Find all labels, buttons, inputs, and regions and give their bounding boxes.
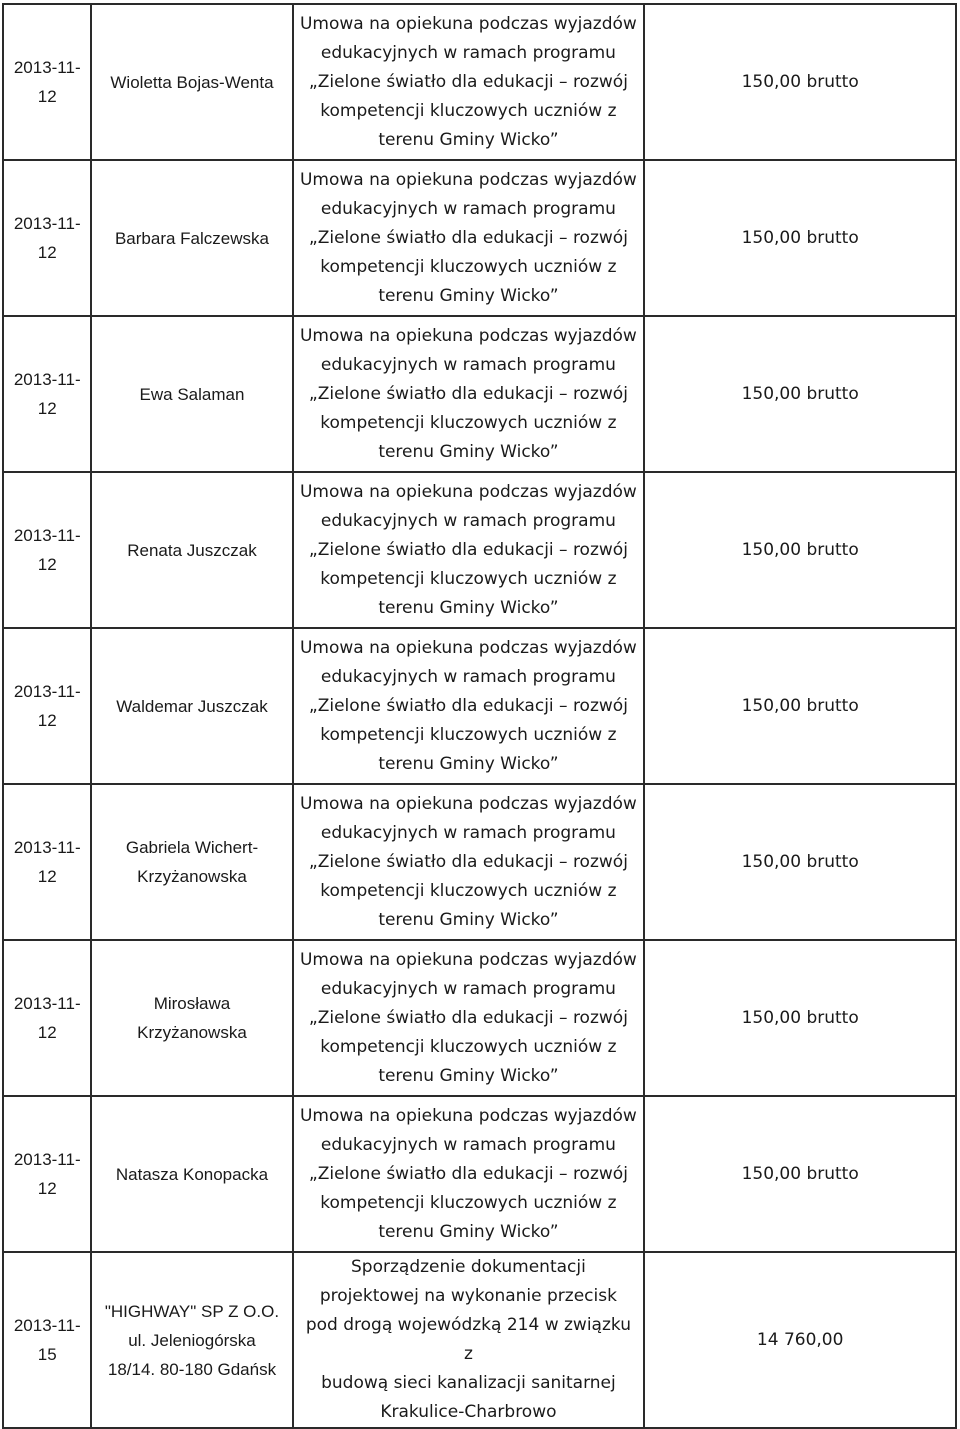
contractor-name-cell: Wioletta Bojas-Wenta bbox=[91, 4, 292, 160]
amount-cell: 150,00 brutto bbox=[644, 940, 956, 1096]
description-line: Umowa na opiekuna podczas wyjazdów bbox=[299, 793, 637, 814]
description-line: „Zielone światło dla edukacji – rozwój bbox=[308, 383, 628, 404]
description-line: terenu Gminy Wicko” bbox=[378, 909, 559, 930]
description-line: terenu Gminy Wicko” bbox=[378, 285, 559, 306]
table-row bbox=[3, 628, 956, 784]
contractor-name-cell: Ewa Salaman bbox=[91, 316, 292, 472]
description-cell bbox=[293, 940, 645, 1096]
table-row bbox=[3, 1252, 956, 1428]
contractor-name-cell bbox=[91, 1252, 292, 1428]
table-row bbox=[3, 1096, 956, 1252]
description-line: edukacyjnych w ramach programu bbox=[320, 822, 616, 843]
contractor-name-cell: Natasza Konopacka bbox=[91, 1096, 292, 1252]
description-line: Krakulice-Charbrowo bbox=[380, 1402, 557, 1422]
description-line: kompetencji kluczowych uczniów z bbox=[320, 412, 617, 433]
date-cell: 2013-11-15 bbox=[3, 1252, 91, 1428]
amount-cell: 150,00 brutto bbox=[644, 316, 956, 472]
description-cell bbox=[293, 1252, 645, 1428]
description-line: Umowa na opiekuna podczas wyjazdów bbox=[299, 169, 637, 190]
description-cell bbox=[293, 628, 645, 784]
description-line: terenu Gminy Wicko” bbox=[378, 753, 559, 774]
date-cell: 2013-11-12 bbox=[3, 472, 91, 628]
contractor-name-cell: Renata Juszczak bbox=[91, 472, 292, 628]
description-line: kompetencji kluczowych uczniów z bbox=[320, 100, 617, 121]
description-cell bbox=[293, 472, 645, 628]
description-line: „Zielone światło dla edukacji – rozwój bbox=[308, 539, 628, 560]
date-cell: 2013-11-12 bbox=[3, 784, 91, 940]
contractor-name-cell: Mirosława Krzyżanowska bbox=[91, 940, 292, 1096]
date-cell: 2013-11-12 bbox=[3, 316, 91, 472]
description-line: „Zielone światło dla edukacji – rozwój bbox=[308, 227, 628, 248]
date-cell: 2013-11-12 bbox=[3, 1096, 91, 1252]
contractor-name-line: "HIGHWAY" SP Z O.O. bbox=[104, 1301, 280, 1321]
description-line: „Zielone światło dla edukacji – rozwój bbox=[308, 1163, 628, 1184]
description-line: pod drogą wojewódzką 214 w związku z bbox=[305, 1315, 631, 1364]
description-cell bbox=[293, 784, 645, 940]
description-cell bbox=[293, 1096, 645, 1252]
description-line: Umowa na opiekuna podczas wyjazdów bbox=[299, 949, 637, 970]
description-line: edukacyjnych w ramach programu bbox=[320, 666, 616, 687]
description-line: terenu Gminy Wicko” bbox=[378, 129, 559, 150]
date-cell: 2013-11-12 bbox=[3, 628, 91, 784]
description-line: kompetencji kluczowych uczniów z bbox=[320, 568, 617, 589]
description-line: Umowa na opiekuna podczas wyjazdów bbox=[299, 481, 637, 502]
table-row bbox=[3, 160, 956, 316]
description-line: edukacyjnych w ramach programu bbox=[320, 510, 616, 531]
amount-cell: 14 760,00 bbox=[644, 1252, 956, 1428]
contractor-name-cell: Barbara Falczewska bbox=[91, 160, 292, 316]
description-line: terenu Gminy Wicko” bbox=[378, 1065, 559, 1086]
description-line: Umowa na opiekuna podczas wyjazdów bbox=[299, 1105, 637, 1126]
contracts-table bbox=[2, 3, 957, 1429]
contractor-name-cell: Gabriela Wichert-Krzyżanowska bbox=[91, 784, 292, 940]
description-line: terenu Gminy Wicko” bbox=[378, 597, 559, 618]
description-line: Sporządzenie dokumentacji bbox=[351, 1257, 586, 1277]
description-line: kompetencji kluczowych uczniów z bbox=[320, 1192, 617, 1213]
date-cell: 2013-11-12 bbox=[3, 940, 91, 1096]
amount-cell: 150,00 brutto bbox=[644, 472, 956, 628]
description-line: kompetencji kluczowych uczniów z bbox=[320, 880, 617, 901]
description-line: projektowej na wykonanie przecisk bbox=[319, 1286, 617, 1306]
amount-cell: 150,00 brutto bbox=[644, 160, 956, 316]
description-line: budową sieci kanalizacji sanitarnej bbox=[321, 1373, 616, 1393]
description-line: edukacyjnych w ramach programu bbox=[320, 42, 616, 63]
description-line: edukacyjnych w ramach programu bbox=[320, 1134, 616, 1155]
contractor-name-cell: Waldemar Juszczak bbox=[91, 628, 292, 784]
description-line: „Zielone światło dla edukacji – rozwój bbox=[308, 71, 628, 92]
description-line: edukacyjnych w ramach programu bbox=[320, 198, 616, 219]
description-cell bbox=[293, 4, 645, 160]
description-line: terenu Gminy Wicko” bbox=[378, 1221, 559, 1242]
description-line: kompetencji kluczowych uczniów z bbox=[320, 1036, 617, 1057]
table-row bbox=[3, 316, 956, 472]
description-line: kompetencji kluczowych uczniów z bbox=[320, 256, 617, 277]
description-line: „Zielone światło dla edukacji – rozwój bbox=[308, 851, 628, 872]
amount-cell: 150,00 brutto bbox=[644, 4, 956, 160]
description-line: „Zielone światło dla edukacji – rozwój bbox=[308, 695, 628, 716]
description-cell bbox=[293, 316, 645, 472]
date-cell: 2013-11-12 bbox=[3, 160, 91, 316]
table-row bbox=[3, 4, 956, 160]
table-row bbox=[3, 940, 956, 1096]
description-line: Umowa na opiekuna podczas wyjazdów bbox=[299, 325, 637, 346]
date-cell: 2013-11-12 bbox=[3, 4, 91, 160]
description-line: Umowa na opiekuna podczas wyjazdów bbox=[299, 637, 637, 658]
description-line: „Zielone światło dla edukacji – rozwój bbox=[308, 1007, 628, 1028]
contractor-address-line: 18/14. 80-180 Gdańsk bbox=[107, 1359, 277, 1379]
table-row bbox=[3, 472, 956, 628]
description-cell bbox=[293, 160, 645, 316]
description-line: terenu Gminy Wicko” bbox=[378, 441, 559, 462]
amount-cell: 150,00 brutto bbox=[644, 628, 956, 784]
description-line: edukacyjnych w ramach programu bbox=[320, 354, 616, 375]
amount-cell: 150,00 brutto bbox=[644, 784, 956, 940]
description-line: Umowa na opiekuna podczas wyjazdów bbox=[299, 13, 637, 34]
table-row bbox=[3, 784, 956, 940]
description-line: edukacyjnych w ramach programu bbox=[320, 978, 616, 999]
contractor-address-line: ul. Jeleniogórska bbox=[128, 1330, 256, 1350]
amount-cell: 150,00 brutto bbox=[644, 1096, 956, 1252]
description-line: kompetencji kluczowych uczniów z bbox=[320, 724, 617, 745]
